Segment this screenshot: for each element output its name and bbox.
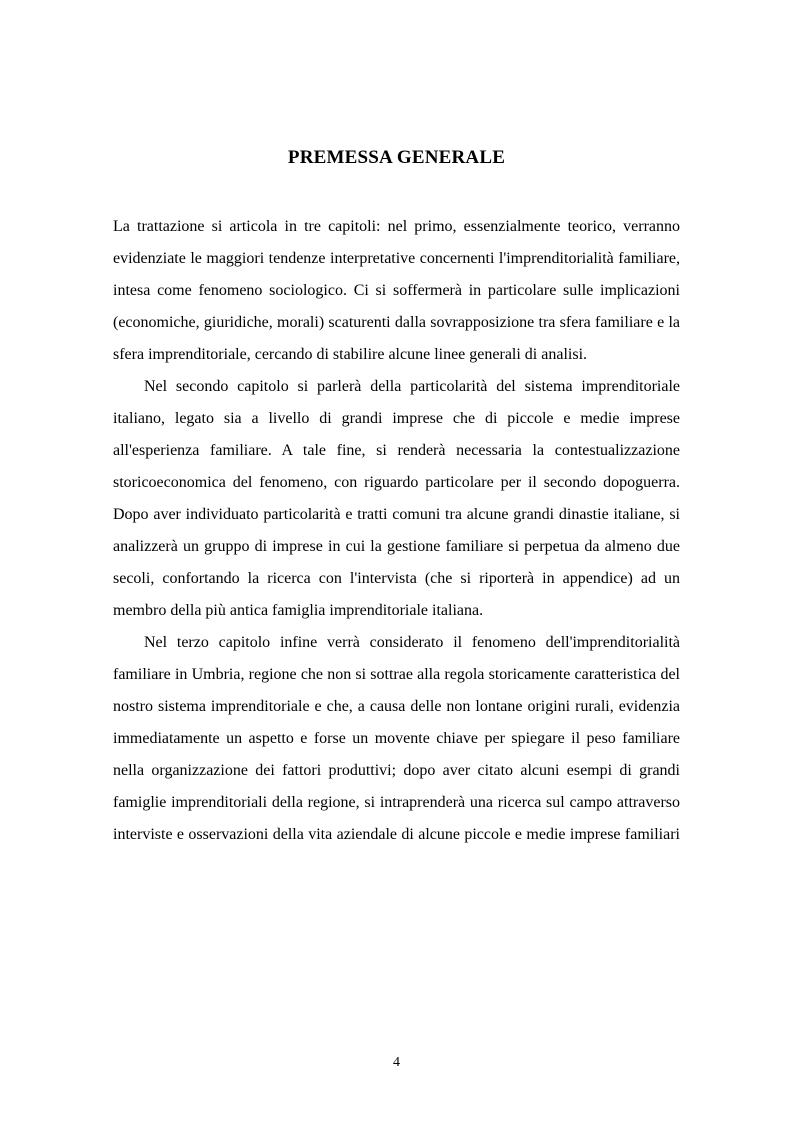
- body-text: [113, 211, 680, 851]
- page-title: PREMESSA GENERALE: [287, 147, 506, 168]
- paragraph-2: Nel secondo capitolo si parlerà della particolarità del sistema imprenditoriale italiano, legato sia a livello di grandi imprese che di piccole e medie imprese all'esperienza familiare. A tale fine, si renderà necessaria la contestualizzazione storicoeconomica del fenomeno, con riguardo particolare per il secondo dopoguerra. Dopo aver individuato particolarità e tratti comuni tra alcune grandi dinastie italiane, si analizzerà un gruppo di imprese in cui la gestione familiare si perpetua da almeno due secoli, confortando la ricerca con l'intervista (che si riporterà in appendice) ad un membro della più antica famiglia imprenditoriale italiana.: [113, 378, 680, 619]
- paragraph-3: Nel terzo capitolo infine verrà considerato il fenomeno dell'imprenditorialità familiare in Umbria, regione che non si sottrae alla regola storicamente caratteristica del nostro sistema imprenditoriale e che, a causa delle non lontane origini rurali, evidenzia immediatamente un aspetto e forse un movente chiave per spiegare il peso familiare nella organizzazione dei fattori produttivi; dopo aver citato alcuni esempi di grandi famiglie imprenditoriali della regione, si intraprenderà una ricerca sul campo attraverso interviste e osservazioni della vita aziendale di alcune piccole e medie imprese familiari: [113, 634, 680, 843]
- paragraph-1: La trattazione si articola in tre capitoli: nel primo, essenzialmente teorico, verranno evidenziate le maggiori tendenze interpretative concernenti l'imprenditorialità familiare, intesa come fenomeno sociologico. Ci si soffermerà in particolare sulle implicazioni (economiche, giuridiche, morali) scaturenti dalla sovrapposizione tra sfera familiare e la sfera imprenditoriale, cercando di stabilire alcune linee generali di analisi.: [113, 218, 680, 363]
- page-number: 4: [393, 1055, 400, 1070]
